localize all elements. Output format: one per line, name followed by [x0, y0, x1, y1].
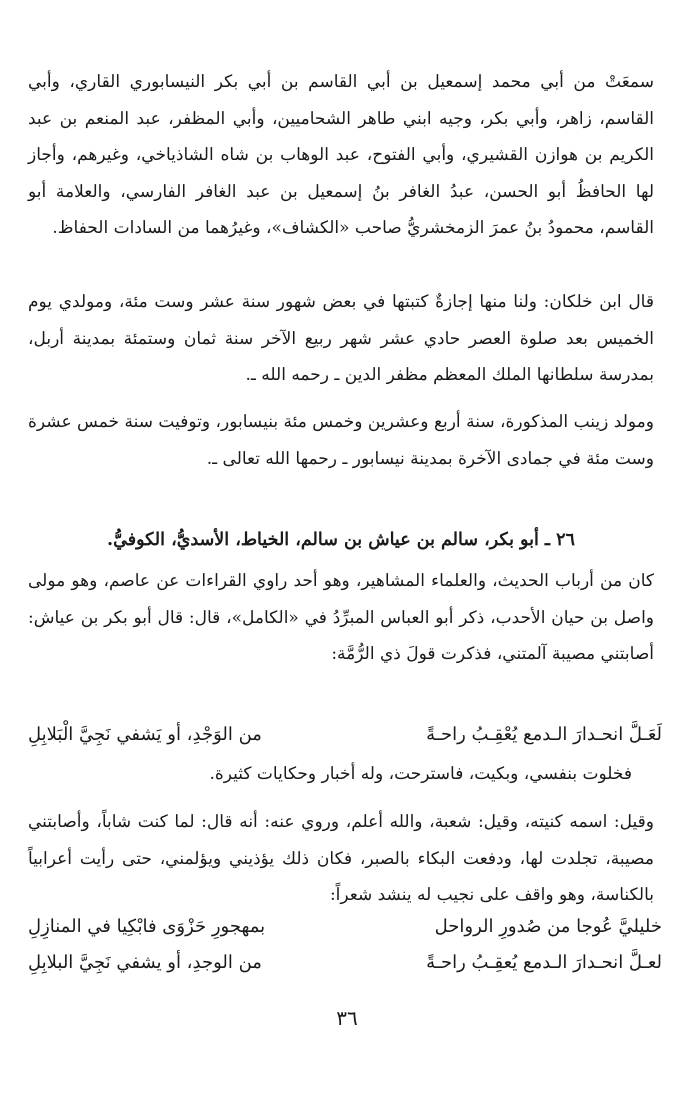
paragraph-biography-narrators: سمعَتْ من أبي محمد إسمعيل بن أبي القاسم بن أبي بكر النيسابوري القاري، وأبي القاسم، زاهر، وأبي بكر، وجيه ابني طاهر الشحاميين، وأبي المظفر، عبد المنعم بن عبد الكريم بن هوازن القشيري، وأبي الفتوح، عبد الوهاب بن شاه الشاذياخي، وغيرهم، وأجاز لها الحافظُ أبو الحسن، عبدُ الغافر بنُ إسمعيل بن عبد الغافر الفارسي، والعلامة أبو القاسم، محمودُ بنُ عمرَ الزمخشريُّ صاحب «الكشاف»، وغيرُهما من السادات الحفاظ. [28, 72, 654, 238]
verse-1-first-hemistich: لَعَـلَّ انحـدارَ الـدمع يُعْقِـبُ راحـةً [426, 723, 662, 745]
verse-1-second-hemistich: من الوَجْدِ، أو يَشفي نَجِيَّ الْبَلابِلِ [28, 723, 262, 745]
verse-line-3 [28, 944, 662, 980]
verse-3-second-hemistich: من الوجدِ، أو يشفي نَجِيَّ البلابِلِ [28, 951, 262, 973]
verse-3-first-hemistich: لعـلَّ انحـدارَ الـدمع يُعقِـبُ راحـةً [426, 951, 662, 973]
paragraph-name-anecdote: وقيل: اسمه كنيته، وقيل: شعبة، والله أعلم، وروي عنه: أنه قال: لما كنت شاباً، وأصابتني مصيبة، تجلدت لها، ودفعت البكاء بالصبر، فكان ذلك يؤذيني ويؤلمني، حتى رأيت أعرابياً بالكناسة، وهو واقف على نجيب له ينشد شعراً: [28, 812, 654, 905]
paragraph-entry-intro: كان من أرباب الحديث، والعلماء المشاهير، وهو أحد راوي القراءات عن عاصم، وهو مولى واصل بن حيان الأحدب، ذكر أبو العباس المبرِّدُ في «الكامل»، قال: قال أبو بكر بن عياش: أصابتني مصيبة آلمتني، فذكرت قولَ ذي الرُّمَّة: [28, 571, 654, 664]
verse-line-2 [28, 908, 662, 944]
paragraph-ibn-khallikan-quote: قال ابن خلكان: ولنا منها إجازةٌ كتبتها في بعض شهور سنة عشر وست مئة، ومولدي يوم الخميس بعد صلوة العصر حادي عشر شهر ربيع الآخر سنة ثمان وستمئة بمدينة أربل، بمدرسة سلطانها الملك المعظم مظفر الدين ـ رحمه الله ـ. [28, 292, 654, 385]
page-number: ٣٦ [336, 1006, 358, 1030]
verse-2-first-hemistich: خليليَّ عُوجا من صُدورِ الرواحل [434, 915, 662, 937]
verse-2-second-hemistich: بمهجورِ حَزْوَى فابْكِيا في المنازِلِ [28, 915, 266, 937]
paragraph-birth-death-dates: ومولد زينب المذكورة، سنة أربع وعشرين وخمس مئة بنيسابور، وتوفيت سنة خمس عشرة وست مئة في جمادى الآخرة بمدينة نيسابور ـ رحمها الله تعالى ـ. [28, 412, 654, 469]
entry-heading: ٢٦ ـ أبو بكر، سالم بن عياش بن سالم، الخياط، الأسديُّ، الكوفيُّ. [107, 530, 575, 550]
paragraph-after-verse: فخلوت بنفسي، وبكيت، فاسترحت، وله أخبار وحكايات كثيرة. [209, 764, 632, 784]
verse-line-1 [28, 716, 662, 752]
